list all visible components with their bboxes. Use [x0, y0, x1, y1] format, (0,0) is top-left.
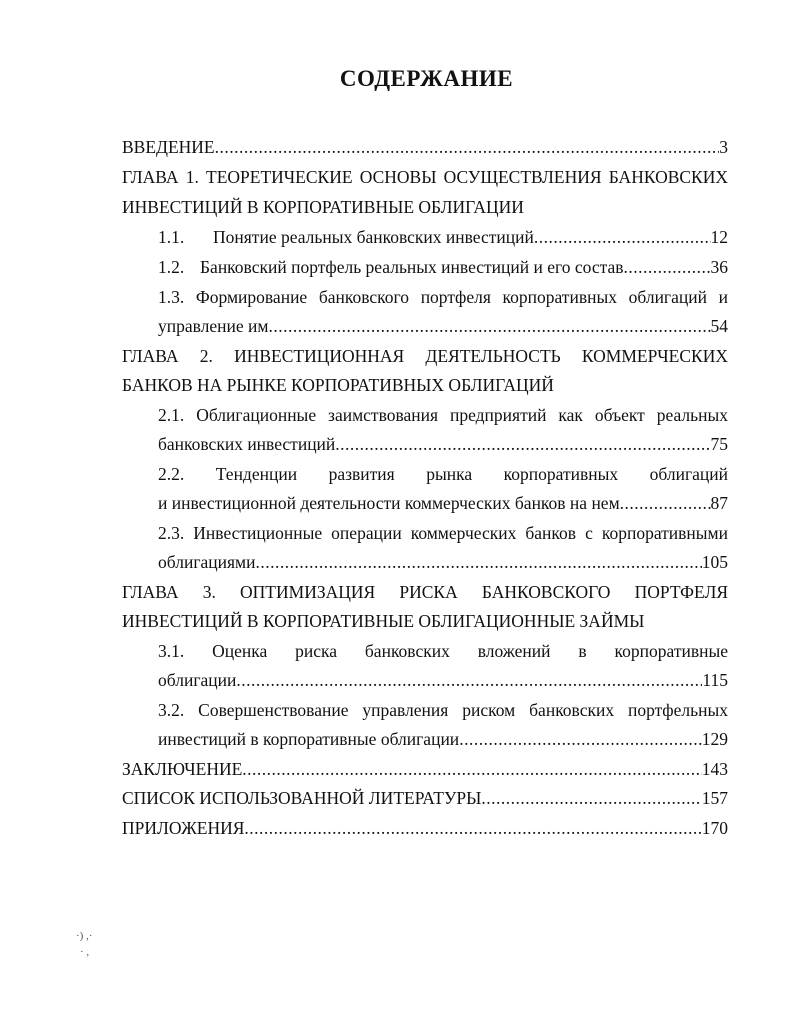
toc-entry-1-3-line1: 1.3. Формирование банковского портфеля корпоративных облигаций и [158, 287, 728, 307]
toc-chapter-3-line2: ИНВЕСТИЦИЙ В КОРПОРАТИВНЫЕ ОБЛИГАЦИОННЫЕ ЗАЙМЫ [122, 611, 645, 631]
toc-entry-references: СПИСОК ИСПОЛЬЗОВАННОЙ ЛИТЕРАТУРЫ ..... 157 [122, 787, 728, 809]
toc-chapter-1-line2: ИНВЕСТИЦИЙ В КОРПОРАТИВНЫЕ ОБЛИГАЦИИ [122, 197, 524, 217]
toc-entry-1-1: 1.1. Понятие реальных банковских инвестиций ..... 12 [158, 226, 728, 248]
toc-entry-appendices: ПРИЛОЖЕНИЯ ..... 170 [122, 817, 728, 839]
toc-entry-2-1-line2: банковских инвестиций ..... 75 [158, 433, 728, 455]
toc-entry-1-3-line2: управление им ..... 54 [158, 315, 728, 337]
toc-entry-2-2-line2: и инвестиционной деятельности коммерческих банков на нем ..... 87 [158, 492, 728, 514]
toc-entry-conclusion: ЗАКЛЮЧЕНИЕ ..... 143 [122, 758, 728, 780]
toc-entry-3-2-line1: 3.2. Совершенствование управления риском банковских портфельных [158, 700, 728, 720]
toc-entry-2-3-line1: 2.3. Инвестиционные операции коммерческих банков с корпоративными [158, 523, 728, 543]
toc-entry-2-1-line1: 2.1. Облигационные заимствования предприятий как объект реальных [158, 405, 728, 425]
toc-entry-1-2: 1.2. Банковский портфель реальных инвестиций и его состав ..... 36 [158, 256, 728, 278]
toc-entry-2-3-line2: облигациями ..... 105 [158, 551, 728, 573]
scan-artifact: · , [80, 946, 90, 958]
page-title: СОДЕРЖАНИЕ [339, 66, 514, 91]
toc-entry-3-2-line2: инвестиций в корпоративные облигации ..... 129 [158, 728, 728, 750]
toc-entry-intro: ВВЕДЕНИЕ ..... 3 [122, 136, 728, 158]
toc-entry-3-1-line2: облигации ..... 115 [158, 669, 728, 691]
toc-entry-3-1-line1: 3.1. Оценка риска банковских вложений в корпоративные [158, 641, 728, 661]
toc-chapter-2-line1: ГЛАВА 2. ИНВЕСТИЦИОННАЯ ДЕЯТЕЛЬНОСТЬ КОММЕРЧЕСКИХ [122, 346, 728, 366]
toc-entry-2-2-line1: 2.2. Тенденции развития рынка корпоративных облигаций [158, 464, 728, 484]
toc-chapter-1-line1: ГЛАВА 1. ТЕОРЕТИЧЕСКИЕ ОСНОВЫ ОСУЩЕСТВЛЕНИЯ БАНКОВСКИХ [122, 167, 728, 187]
toc-chapter-3-line1: ГЛАВА 3. ОПТИМИЗАЦИЯ РИСКА БАНКОВСКОГО ПОРТФЕЛЯ [122, 582, 728, 602]
scan-artifact: ·) ,· [76, 930, 93, 942]
toc-chapter-2-line2: БАНКОВ НА РЫНКЕ КОРПОРАТИВНЫХ ОБЛИГАЦИЙ [122, 375, 554, 395]
